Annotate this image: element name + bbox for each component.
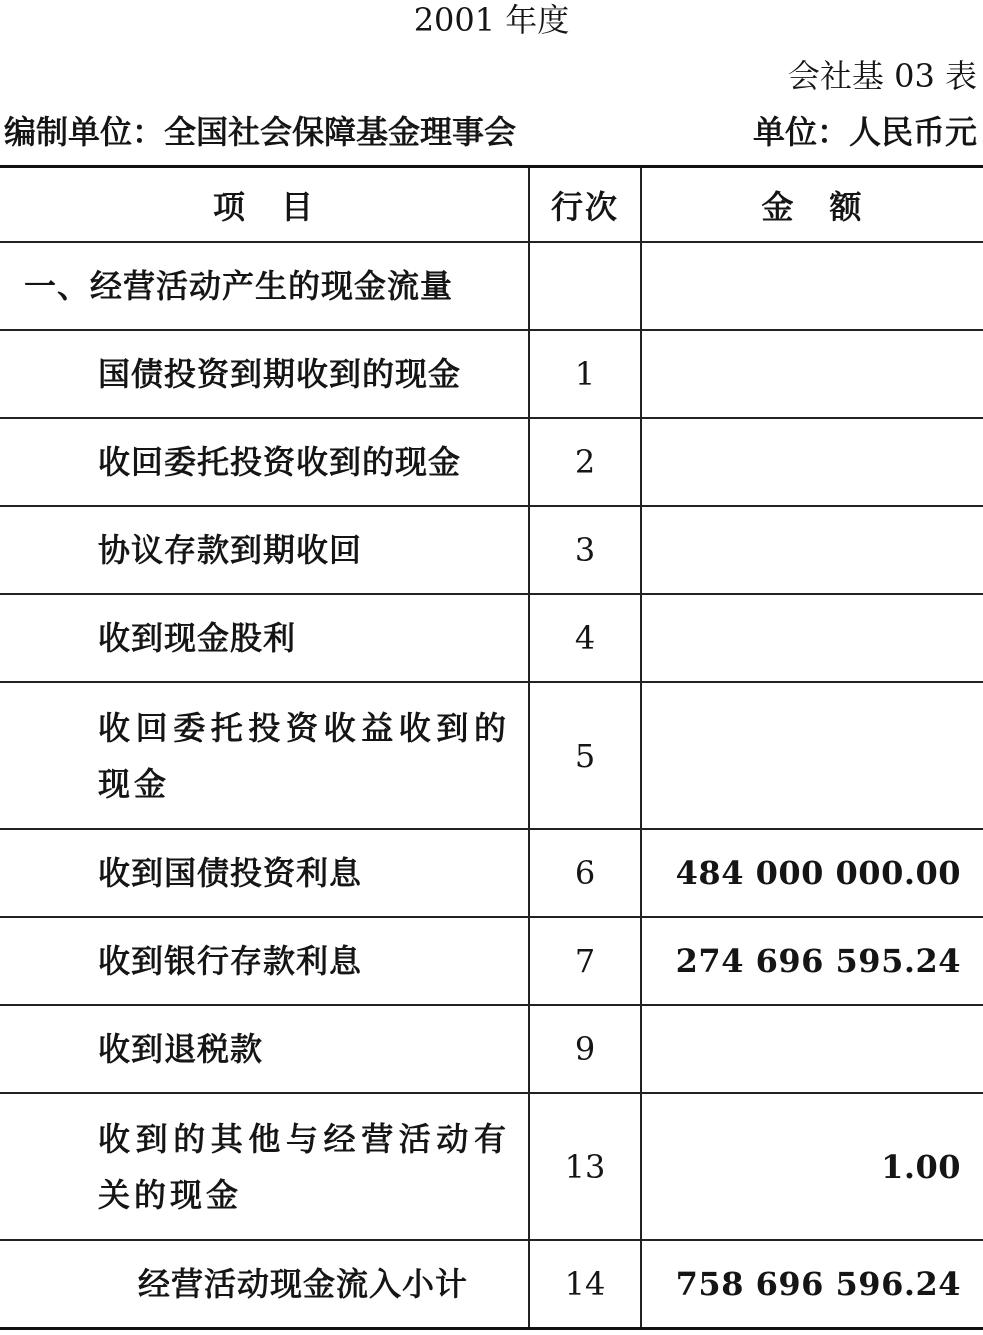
column-header-line: 行次 (529, 167, 641, 243)
row-item: 国债投资到期收到的现金 (98, 355, 462, 393)
cash-flow-table (0, 165, 983, 1330)
table-row (0, 917, 983, 1005)
subtotal-row (0, 1240, 983, 1329)
row-item: 收到现金股利 (98, 619, 297, 657)
row-amount: 274 696 595.24 (675, 942, 961, 980)
form-code: 会社基 03 表 (787, 57, 977, 95)
column-header-item: 项 目 (0, 167, 529, 243)
currency-unit: 单位：人民币元 (752, 113, 977, 151)
preparing-organization: 编制单位：全国社会保障基金理事会 (4, 113, 517, 151)
row-line-number: 6 (574, 854, 596, 892)
row-item: 收回委托投资收到的现金 (98, 443, 462, 481)
row-item: 收到退税款 (98, 1030, 264, 1068)
column-header-amount: 金 额 (641, 167, 983, 243)
table-header-row (0, 167, 983, 243)
table-row (0, 682, 983, 829)
table-row (0, 594, 983, 682)
row-line-number: 14 (564, 1265, 606, 1303)
row-line-number: 7 (574, 942, 596, 980)
row-line-number: 13 (564, 1147, 606, 1186)
table-row (0, 829, 983, 917)
row-item: 协议存款到期收回 (98, 531, 363, 569)
row-line-number: 9 (574, 1030, 596, 1068)
table-row (0, 1093, 983, 1240)
row-amount: 1.00 (881, 1147, 961, 1186)
row-line-number: 2 (574, 443, 596, 481)
row-line-number: 5 (574, 736, 596, 775)
table-row (0, 1005, 983, 1093)
row-line-number: 3 (574, 531, 596, 569)
row-line-number: 1 (574, 355, 596, 393)
row-amount: 484 000 000.00 (675, 854, 961, 892)
report-year: 2001 年度 (413, 1, 570, 39)
row-item: 收到国债投资利息 (98, 854, 363, 892)
row-item: 收回委托投资收益收到的现金 (98, 708, 510, 803)
row-item: 收到银行存款利息 (98, 942, 363, 980)
table-row (0, 418, 983, 506)
table-row (0, 506, 983, 594)
row-item: 一、经营活动产生的现金流量 (24, 267, 454, 305)
row-line-number: 4 (574, 619, 596, 657)
table-row (0, 330, 983, 418)
row-amount: 758 696 596.24 (675, 1265, 961, 1303)
row-item: 收到的其他与经营活动有关的现金 (98, 1119, 510, 1214)
table-row (0, 242, 983, 330)
row-item: 经营活动现金流入小计 (138, 1265, 469, 1303)
